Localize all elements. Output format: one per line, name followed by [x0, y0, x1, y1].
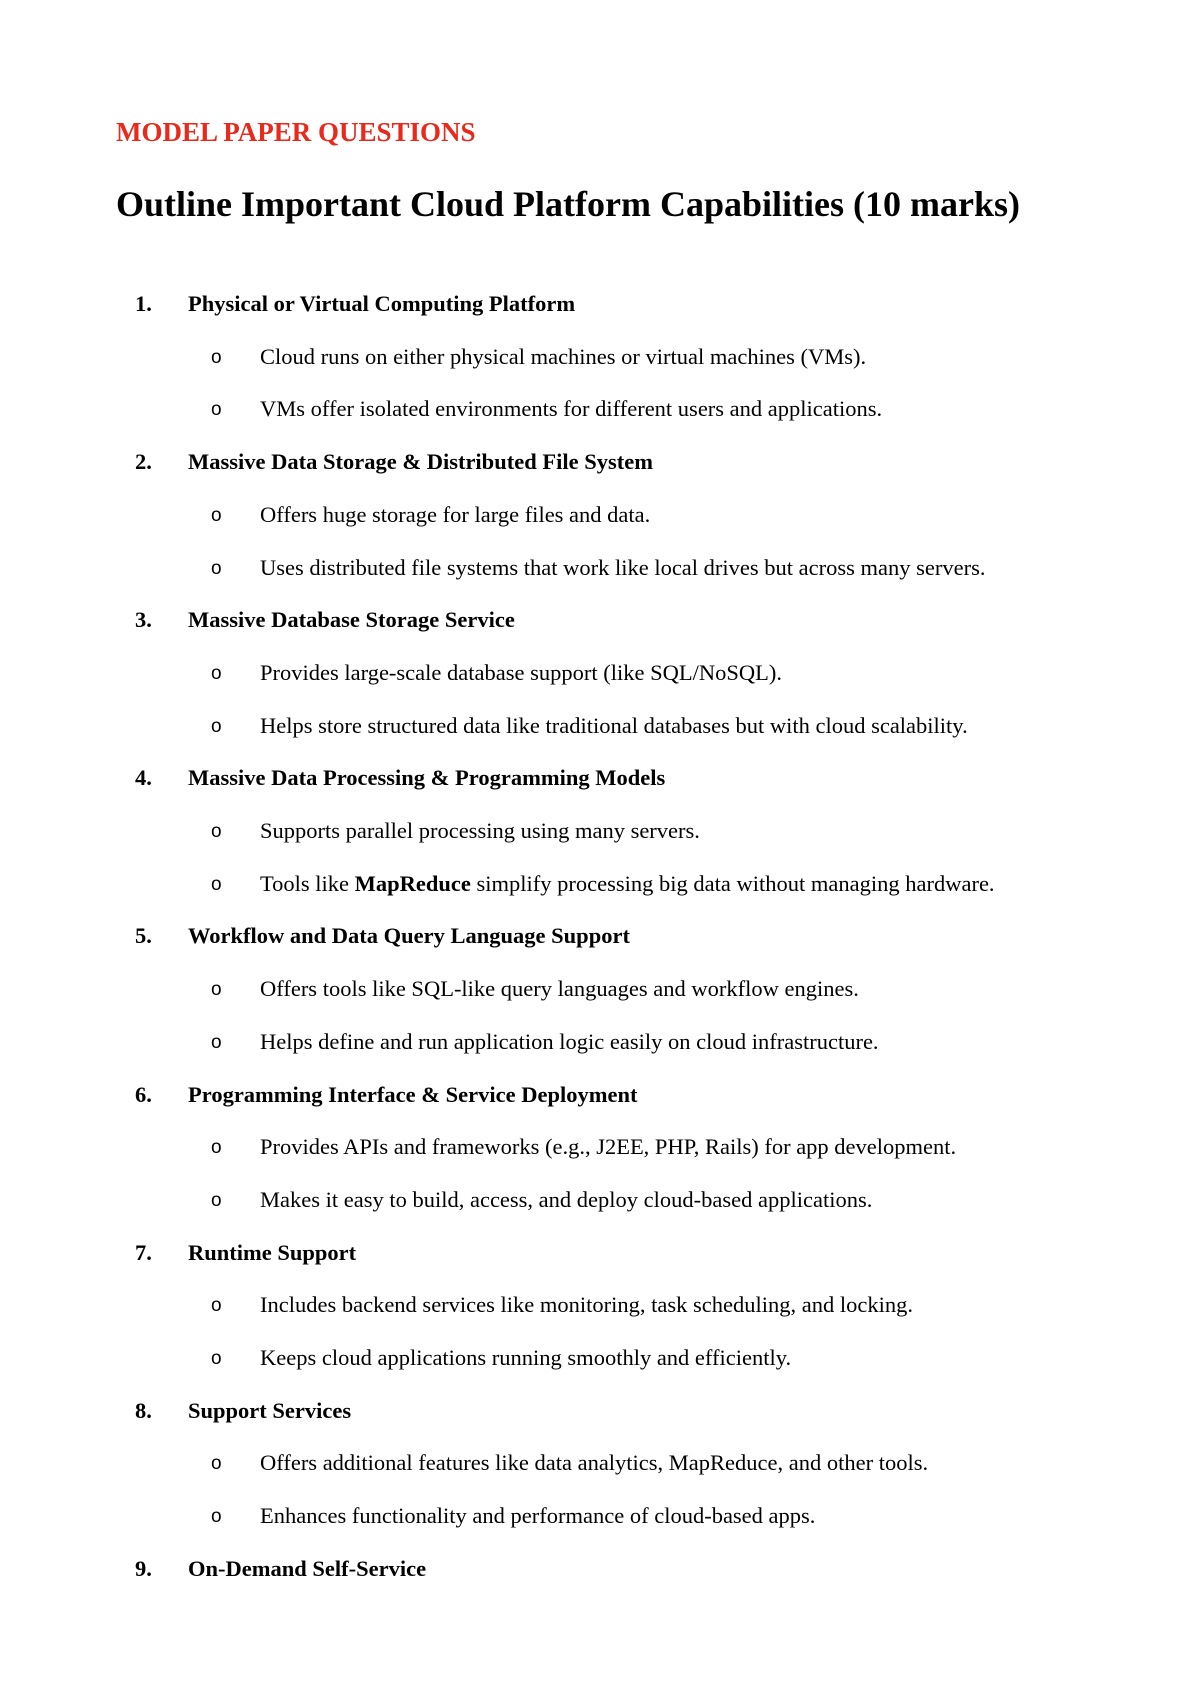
bullet-circle-icon: o: [211, 399, 222, 421]
bullet-text: Makes it easy to build, access, and deploy cloud-based applications.: [260, 1186, 873, 1212]
bullet-circle-icon: o: [211, 1506, 222, 1528]
bullet-circle-icon: o: [211, 715, 222, 737]
bullet-circle-icon: o: [211, 1137, 222, 1159]
item-heading-text: Physical or Virtual Computing Platform: [188, 291, 576, 316]
bullet-text: Supports parallel processing using many servers.: [260, 818, 700, 843]
bullet-circle-icon: o: [211, 1295, 222, 1317]
item-number: 9.: [135, 1555, 152, 1581]
item-number: 4.: [135, 765, 152, 791]
bullet-text: Offers additional features like data analytics, MapReduce, and other tools.: [260, 1450, 929, 1476]
bullet-circle-icon: o: [211, 1348, 222, 1369]
bullet-text-bold-run: MapReduce: [354, 870, 471, 896]
bullet-text: [260, 871, 995, 897]
bullet-text: Keeps cloud applications running smoothly and efficiently.: [260, 1345, 792, 1370]
bullet-circle-icon: o: [211, 504, 222, 526]
bullet-text: Helps define and run application logic easily on cloud infrastructure.: [260, 1028, 879, 1054]
bullet-text: Provides large-scale database support (like SQL/NoSQL).: [260, 659, 782, 685]
page-title: Outline Important Cloud Platform Capabilities (10 marks): [116, 184, 1020, 224]
bullet-text: Enhances functionality and performance of cloud-based apps.: [260, 1503, 816, 1529]
section-label: MODEL PAPER QUESTIONS: [116, 117, 476, 147]
bullet-text: Uses distributed file systems that work like local drives but across many servers.: [260, 554, 986, 580]
item-number: 7.: [135, 1239, 152, 1265]
bullet-text: Provides APIs and frameworks (e.g., J2EE, PHP, Rails) for app development.: [260, 1134, 957, 1160]
bullet-text: Offers huge storage for large files and data.: [260, 501, 651, 527]
bullet-circle-icon: o: [211, 979, 222, 1001]
bullet-text-run: simplify processing big data without managing hardware.: [470, 870, 995, 896]
bullet-circle-icon: o: [211, 1031, 222, 1053]
item-number: 8.: [135, 1397, 152, 1423]
item-number: 1.: [135, 291, 152, 316]
item-number: 3.: [135, 607, 152, 633]
bullet-circle-icon: o: [211, 1189, 222, 1211]
bullet-circle-icon: o: [211, 821, 222, 842]
item-number: 2.: [135, 449, 152, 475]
bullet-text: Cloud runs on either physical machines or virtual machines (VMs).: [260, 343, 867, 369]
item-number: 5.: [135, 923, 152, 949]
bullet-text: Includes backend services like monitoring, task scheduling, and locking.: [260, 1292, 913, 1318]
item-heading-text: Massive Database Storage Service: [188, 607, 515, 633]
bullet-circle-icon: o: [211, 346, 222, 368]
bullet-circle-icon: o: [211, 1453, 222, 1475]
item-heading-text: Workflow and Data Query Language Support: [188, 923, 630, 949]
bullet-text: Offers tools like SQL-like query languages and workflow engines.: [260, 976, 859, 1002]
item-heading-text: Massive Data Storage & Distributed File System: [188, 449, 653, 475]
bullet-circle-icon: o: [211, 662, 222, 684]
bullet-text-run: Tools like: [260, 870, 355, 896]
bullet-circle-icon: o: [211, 873, 222, 895]
item-heading-text: Runtime Support: [188, 1239, 357, 1265]
bullet-circle-icon: o: [211, 557, 222, 579]
item-number: 6.: [135, 1081, 152, 1107]
bullet-text: VMs offer isolated environments for different users and applications.: [260, 396, 883, 422]
item-heading-text: Programming Interface & Service Deployment: [188, 1081, 638, 1107]
item-heading-text: On-Demand Self-Service: [188, 1555, 427, 1581]
item-heading-text: Support Services: [188, 1397, 352, 1423]
bullet-text: Helps store structured data like traditional databases but with cloud scalability.: [260, 712, 968, 738]
item-heading-text: Massive Data Processing & Programming Models: [188, 765, 666, 791]
